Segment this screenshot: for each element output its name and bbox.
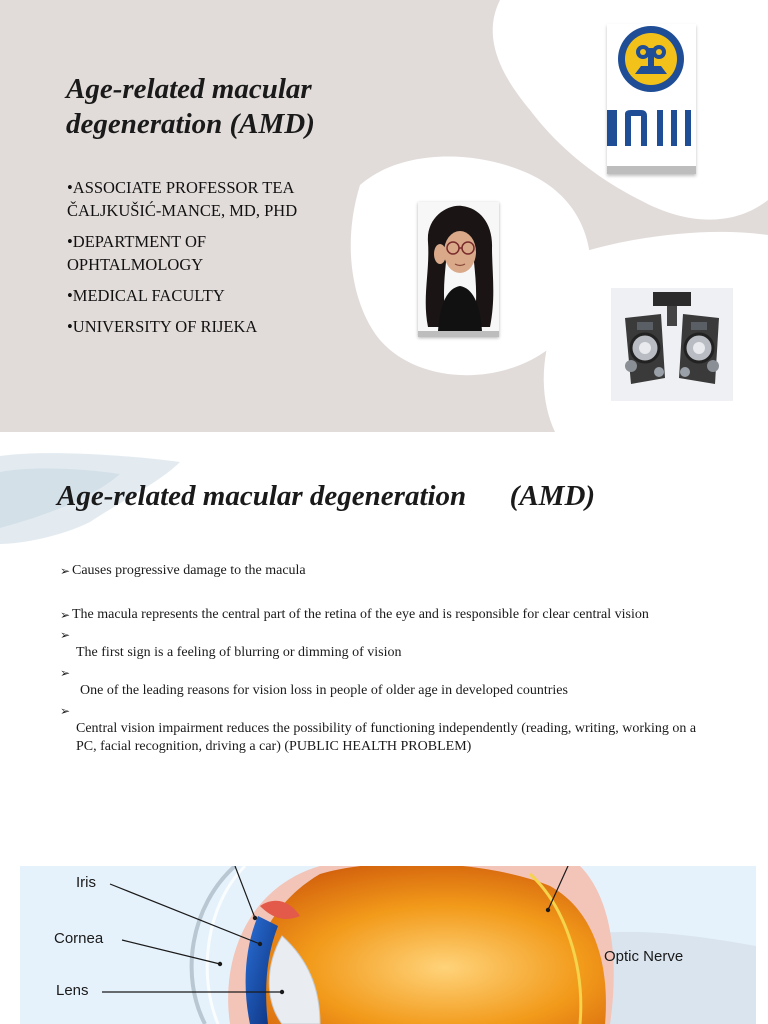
slide2-title: Age-related macular degeneration (AMD) [57, 480, 596, 512]
iris-label: Iris [76, 874, 96, 891]
eye-anatomy-diagram [20, 866, 756, 1024]
university-seal-icon [607, 24, 696, 166]
cornea-label: Cornea [54, 930, 104, 947]
arrowhead-icon: ➢ [60, 628, 71, 642]
arrowhead-icon: ➢ [60, 704, 71, 718]
list-item: •DEPARTMENT OF OPHTALMOLOGY [67, 232, 207, 274]
list-item: ➢ Causes progressive damage to the macula [60, 563, 306, 578]
slide1-title: Age-related macular degeneration (AMD) [66, 73, 315, 140]
list-item: ➢ One of the leading reasons for vision loss in people of older age in developed countries [60, 666, 568, 698]
author-info-list [67, 176, 327, 346]
arrowhead-icon: ➢ [60, 608, 71, 622]
title-slide [0, 0, 768, 432]
overview-slide [0, 432, 768, 864]
list-item: •UNIVERSITY OF RIJEKA [67, 317, 258, 336]
list-item: •ASSOCIATE PROFESSOR TEA ČALJKUŠIĆ-MANCE, MD, PHD [67, 178, 298, 220]
lens-label: Lens [56, 982, 89, 999]
phoropter-icon [611, 288, 733, 401]
optic-nerve-label: Optic Nerve [604, 948, 684, 965]
list-item: ➢ The macula represents the central part of the retina of the eye and is responsible for clear central vision [60, 607, 649, 622]
list-item: ➢ The first sign is a feeling of blurring or dimming of vision [60, 628, 402, 660]
list-item: ➢ Central vision impairment reduces the possibility of functioning independently (reading, writing, working on a PC, facial recognition, driving a car) (PUBLIC HEALTH PROBLEM) [60, 704, 697, 754]
phoropter-image [611, 288, 733, 401]
list-item: •MEDICAL FACULTY [67, 286, 225, 305]
eye-anatomy-slide [20, 866, 756, 1024]
university-logo [607, 24, 696, 174]
portrait-image [418, 202, 499, 331]
author-portrait [418, 202, 499, 337]
arrowhead-icon: ➢ [60, 666, 71, 680]
arrowhead-icon: ➢ [60, 564, 71, 578]
facts-list [60, 562, 720, 756]
